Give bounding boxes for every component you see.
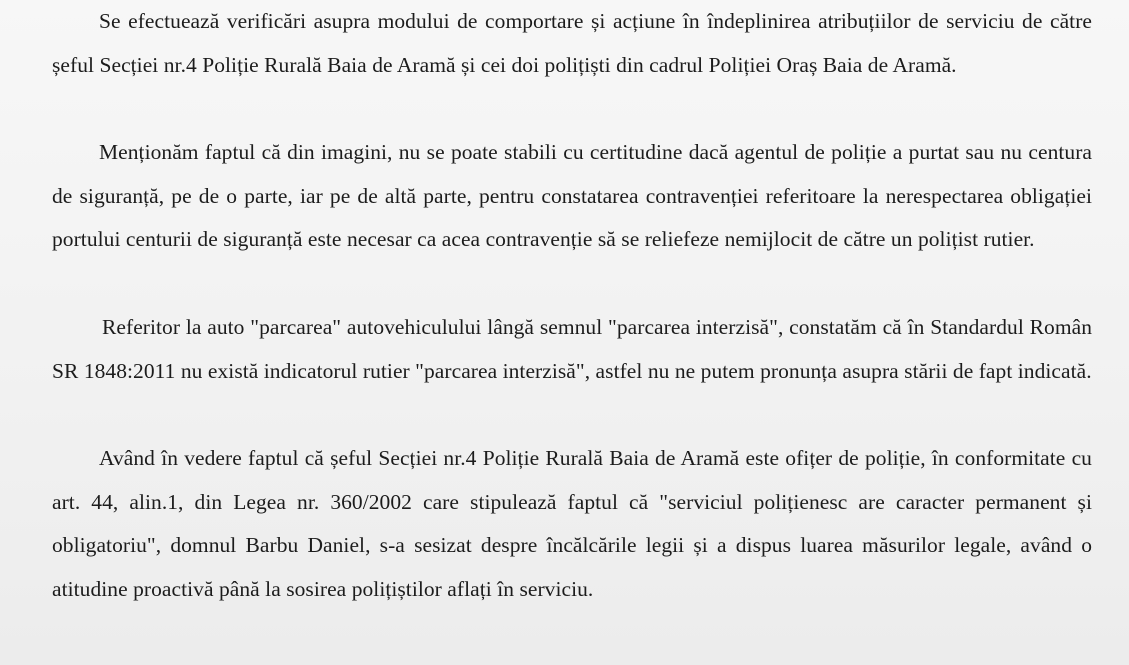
paragraph-conclusion: Având în vedere faptul că șeful Secției nr.4 Poliție Rurală Baia de Aramă este ofițer de poliție, în conformitate cu art. 44, alin.1, din Legea nr. 360/2002 care stipulează faptul că "serviciul polițienesc are caracter permanent și obligatoriu", domnul Barbu Daniel, s-a sesizat despre încălcările legii și a dispus luarea măsurilor legale, având o atitudine proactivă până la sosirea polițiștilor aflați în serviciu.	[52, 446, 1092, 601]
paragraph-seatbelt: Menționăm faptul că din imagini, nu se poate stabili cu certitudine dacă agentul de poliție a purtat sau nu centura de siguranță, pe de o parte, iar pe de altă parte, pentru constatarea contravenției referitoare la nerespectarea obligației portului centurii de siguranță este necesar ca acea contravenție să se reliefeze nemijlocit de către un polițist rutier.	[52, 140, 1092, 251]
paragraph-verification: Se efectuează verificări asupra modului de comportare și acțiune în îndeplinirea atribuțiilor de serviciu de către șeful Secției nr.4 Poliție Rurală Baia de Aramă și cei doi polițiști din cadrul Poliției Oraș Baia de Aramă.	[52, 9, 1092, 77]
paragraph-parking: Referitor la auto "parcarea" autovehiculului lângă semnul "parcarea interzisă", constatăm că în Standardul Român SR 1848:2011 nu există indicatorul rutier "parcarea interzisă", astfel nu ne putem pronunța asupra stării de fapt indicată.	[52, 315, 1092, 383]
